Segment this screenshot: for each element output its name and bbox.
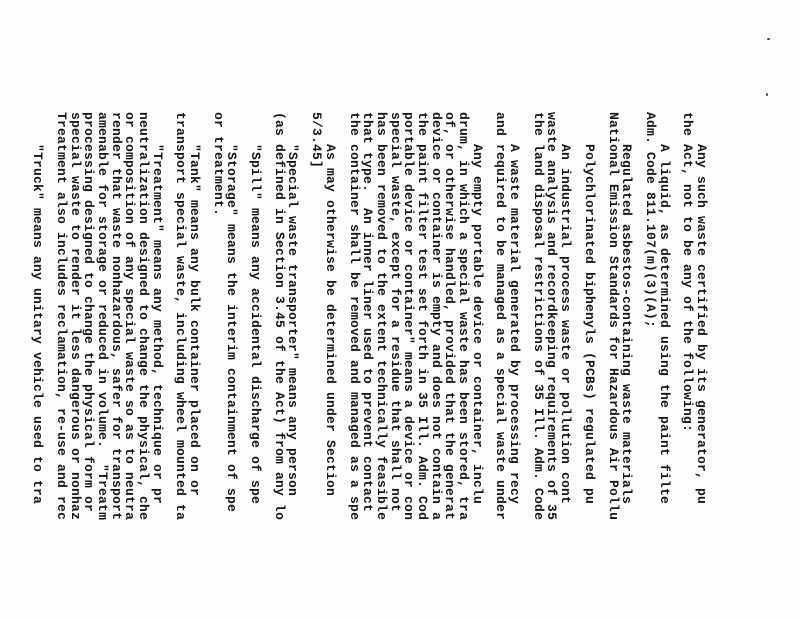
text-line: Any such waste certified by its generator, pu <box>694 112 709 505</box>
paragraph-gap <box>572 112 582 612</box>
paragraph-gap <box>262 112 272 612</box>
text-line: the container shall be removed and managed as a spe <box>346 112 362 521</box>
text-line: "Special waste transporter" means any person <box>285 112 301 497</box>
text-line: "Truck" means any unitary vehicle used to tra <box>30 112 46 505</box>
text-line: or composition of any special waste so as to neutra <box>122 112 138 521</box>
paragraph-gap <box>521 112 531 612</box>
text-line: transport special waste, including wheel mounted ta <box>173 112 189 521</box>
text-line: "Tank" means any bulk container placed on or <box>187 112 203 497</box>
text-line: or treatment. <box>210 112 226 217</box>
text-line: "Treatment" means any method, technique or pr <box>149 112 165 505</box>
text-line: "Spill" means any accidental discharge of spe <box>248 112 264 505</box>
text-line: the paint filter test set forth in 35 Ill. Adm. Cod <box>415 112 430 521</box>
text-line: that type. An inner liner used to prevent contact <box>360 112 376 513</box>
paragraph-gap <box>337 112 347 612</box>
text-line: As may otherwise be determined under Section <box>322 112 338 505</box>
text-line: Any empty portable device or container, inclu <box>469 112 485 505</box>
text-line: "Storage" means the interim containment of spe <box>224 112 240 513</box>
paragraph-gap <box>671 112 681 612</box>
paragraph-gap <box>201 112 211 612</box>
text-line: 5/3.45] <box>309 112 325 169</box>
text-line: A liquid, as determined using the paint filte <box>656 112 672 505</box>
text-line: render that waste nonhazardous, safer for transport <box>108 112 124 521</box>
text-line: special waste, except for a residue that shall not <box>387 112 403 513</box>
text-line: Polychlorinated biphenyls (PCBs) regulated pu <box>581 112 597 505</box>
scan-speck <box>767 38 770 40</box>
text-line: Regulated asbestos-containing waste materials <box>619 112 635 505</box>
text-line: (as defined in Section 3.45 of the Act) from any lo <box>271 112 287 521</box>
text-line: of, or otherwise handled, provided that the generat <box>442 112 458 521</box>
text-line: An industrial process waste or pollution cont <box>558 112 574 505</box>
paragraph-gap <box>164 112 174 612</box>
text-line: neutralization designed to change the physical, che <box>136 112 151 521</box>
text-line: has been removed to the extent technically feasible <box>373 112 389 521</box>
text-line: drum, in which a special waste has been stored, tra <box>456 112 472 521</box>
text-line: the Act, not to be any of the following: <box>680 112 696 433</box>
paragraph-gap <box>44 112 54 612</box>
text-line: the land disposal restrictions of 35 Ill. Adm. Code <box>530 112 546 521</box>
paragraph-gap <box>633 112 643 612</box>
paragraph-gap <box>300 112 310 612</box>
paragraph-gap <box>596 112 606 612</box>
text-line: portable device or container" means a device or con <box>401 112 417 521</box>
text-line: amenable for storage or reduced in volume. "Treatm <box>94 112 110 521</box>
rotated-text-body <box>30 112 709 612</box>
text-line: device or container is empty and does not contain a <box>428 112 444 521</box>
text-line: Adm. Code 811.107(m)(3)(A); <box>642 112 658 329</box>
text-line: National Emission Standards for Hazardous Air Pollu <box>605 112 621 521</box>
paragraph-gap <box>484 112 494 612</box>
paragraph-gap <box>238 112 248 612</box>
text-line: processing designed to change the physical form or <box>81 112 97 513</box>
text-line: special waste to render it less dangerous or nonhaz <box>67 112 83 521</box>
scan-speck <box>766 93 768 96</box>
text-line: waste analysis and recordkeeping requirements of 35 <box>544 112 560 521</box>
text-line: A waste material generated by processing recy <box>507 112 523 505</box>
text-line: and required to be managed as a special waste under <box>493 112 509 521</box>
text-line: Treatment also includes reclamation, re-use and rec <box>53 112 69 521</box>
